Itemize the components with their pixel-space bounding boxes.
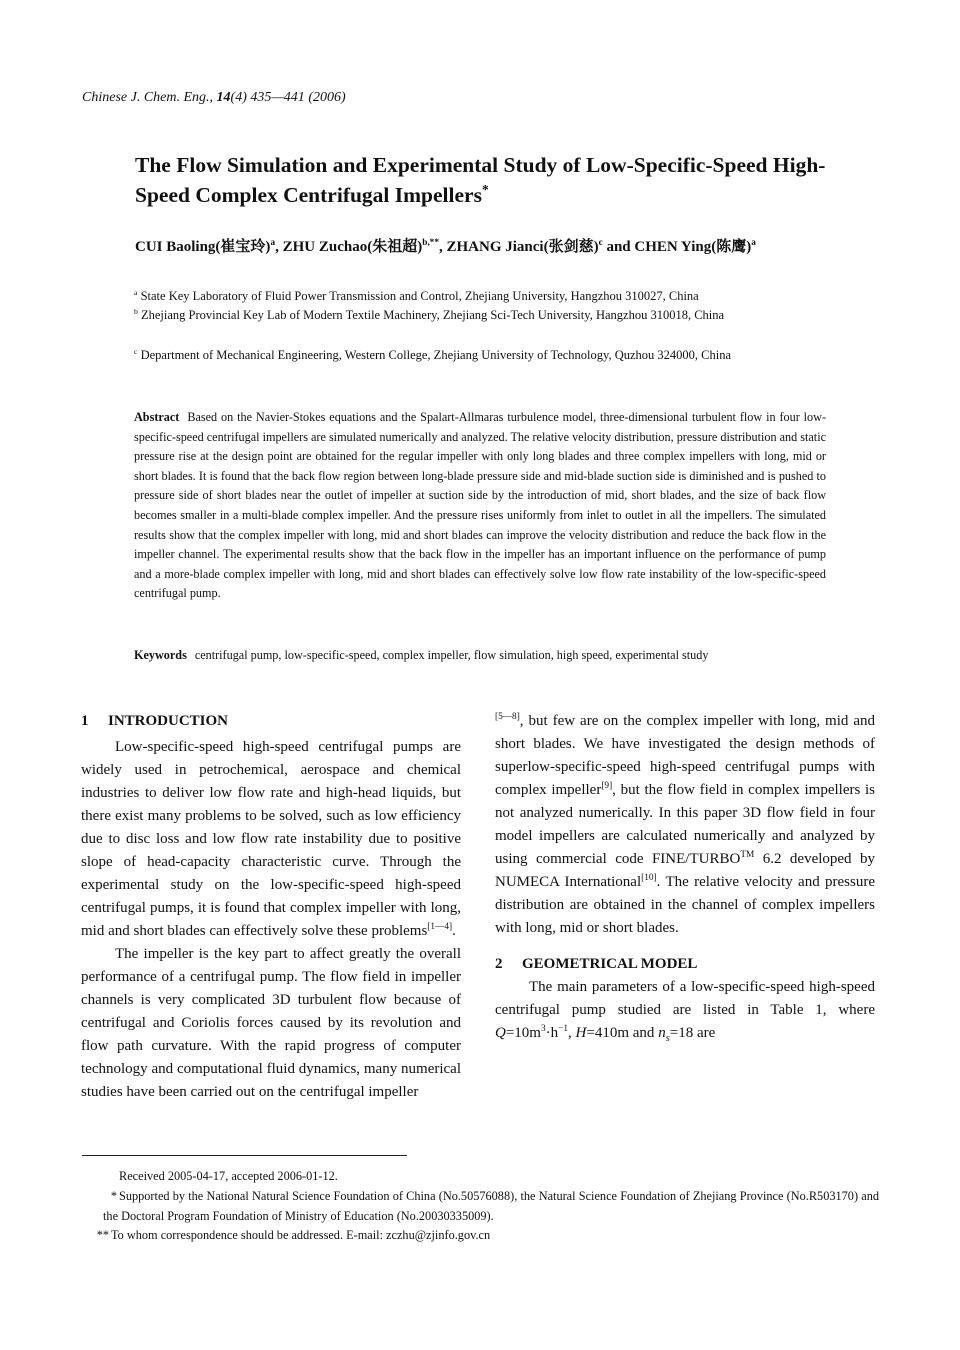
author-separator: and <box>602 239 635 255</box>
affiliation <box>134 345 826 365</box>
subscript: s <box>665 1033 670 1044</box>
citation: [5—8] <box>495 712 520 722</box>
abstract <box>134 408 826 604</box>
footnote-mark: ** <box>96 1228 109 1242</box>
paragraph <box>81 943 461 1104</box>
affiliation <box>134 286 826 306</box>
keywords <box>134 646 826 666</box>
paragraph-text: 6.2 developed by NUMECA International <box>495 851 876 890</box>
paragraph-text: ·h <box>545 1025 559 1041</box>
footnote-text: To whom correspondence should be addressed. E-mail: zczhu@zjinfo.gov.cn <box>111 1228 491 1242</box>
exponent: −1 <box>558 1024 569 1034</box>
author-list <box>135 236 835 259</box>
footnote-correspondence <box>95 1225 875 1245</box>
paragraph-continued <box>495 710 875 940</box>
paragraph <box>81 736 461 943</box>
paragraph-text: =410m and <box>586 1025 659 1041</box>
trademark-mark: TM <box>740 850 755 860</box>
journal-issue: (4) <box>230 90 247 105</box>
author-separator: , <box>438 239 447 255</box>
author-affiliation-mark: c <box>598 238 603 248</box>
section-heading <box>81 710 461 733</box>
paragraph-text: =18 are <box>669 1025 716 1041</box>
paragraph-text: Low-specific-speed high-speed centrifugal pumps are widely used in petrochemical, aerospace and chemical industries to deliver low flow rate and high-head liquids, but there exist many problems to be solved, such as low efficiency due to disc loss and low flow rate instability due to positive slope of head-capacity characteristic curve. Through the experimental study on the low-specific-speed high-speed centrifugal pumps, it is found that complex impeller with long, mid and short blades can effectively solve these problems <box>81 739 461 939</box>
abstract-text: Based on the Navier-Stokes equations and the Spalart-Allmaras turbulence model, three-dimensional turbulent flow in four low-specific-speed centrifugal impellers are simulated numerically and analyzed. The relative velocity distribution, pressure distribution and static pressure rise at the design point are obtained for the regular impeller with only long blades and three complex impellers with long, mid or short blades. It is found that the back flow region between long-blade pressure side and mid-blade suction side is diminished and is pushed to pressure side of short blades near the outlet of impeller at suction side by the introduction of mid, short blades, and the size of back flow becomes smaller in a multi-blade complex impeller. And the pressure rises uniformly from inlet to outlet in all the impellers. The simulated results show that the complex impeller with long, mid and short blades can improve the velocity distribution and reduce the back flow in the impeller channel. The experimental results show that the back flow in the impeller has an important influence on the performance of pump and a more-blade complex impeller with long, mid and short blades can effectively solve low flow rate instability of the low-specific-speed centrifugal pump. <box>134 410 826 601</box>
journal-volume: 14 <box>216 90 231 105</box>
journal-header: Chinese J. Chem. Eng., 14(4) 435—441 (2006) <box>82 90 346 105</box>
author-name: CUI Baoling(崔宝玲) <box>135 239 271 255</box>
variable-n: n <box>658 1025 666 1041</box>
paragraph-text: , but few are on the complex impeller with long, mid and short blades. We have investigated the design methods of superlow-specific-speed high-speed centrifugal pumps with complex impeller <box>495 713 875 798</box>
affiliation-text: Zhejiang Provincial Key Lab of Modern Textile Machinery, Zhejiang Sci-Tech University, Hangzhou 310018, China <box>141 308 725 322</box>
paragraph-text: , but the flow field in complex impellers is not analyzed numerically. In this paper 3D flow field in four model impellers are calculated numerically and analyzed by using commercial code FINE/TURBO <box>495 782 875 867</box>
author-name: CHEN Ying(陈鹰) <box>634 239 752 255</box>
exponent: 3 <box>540 1024 546 1034</box>
paragraph-text: , <box>568 1025 576 1041</box>
section-gap <box>495 940 875 953</box>
paragraph-end: . <box>452 923 456 939</box>
author-affiliation-mark: a <box>751 238 756 248</box>
paragraph <box>495 976 875 1045</box>
citation: [10] <box>641 873 657 883</box>
footnote-mark: * <box>110 1189 117 1203</box>
journal-name: Chinese J. Chem. Eng. <box>82 90 210 105</box>
citation: [1—4] <box>427 922 453 932</box>
affiliation-text: Department of Mechanical Engineering, Western College, Zhejiang University of Technology, Quzhou 324000, China <box>140 348 732 362</box>
footnote-support <box>103 1186 879 1226</box>
affiliation-mark: c <box>134 346 138 356</box>
paragraph-text: . The relative velocity and pressure distribution are obtained in the channel of complex impellers with long, mid or short blades. <box>495 874 875 936</box>
citation: [9] <box>601 781 613 791</box>
affiliation-mark: b <box>134 306 138 316</box>
affiliation-text: State Key Laboratory of Fluid Power Transmission and Control, Zhejiang University, Hangzhou 310027, China <box>140 289 699 303</box>
paragraph-text: The main parameters of a low-specific-speed high-speed centrifugal pump studied are listed in Table 1, where <box>495 979 875 1018</box>
section-title: GEOMETRICAL MODEL <box>522 956 698 972</box>
footnote-rule <box>82 1155 407 1156</box>
section-title: INTRODUCTION <box>108 713 229 729</box>
body-right-column <box>495 710 875 1045</box>
paragraph-text: The impeller is the key part to affect greatly the overall performance of a centrifugal pump. The flow field in impeller channels is very complicated 3D turbulent flow because of centrifugal and Coriolis forces caused by its revolution and flow path curvature. With the rapid progress of computer technology and computational fluid dynamics, many numerical studies have been carried out on the centrifugal impeller <box>81 946 461 1100</box>
author-name: ZHU Zuchao(朱祖超) <box>282 239 423 255</box>
footnote-received: Received 2005-04-17, accepted 2006-01-12. <box>119 1169 338 1183</box>
abstract-label: Abstract <box>134 410 180 424</box>
journal-year: (2006) <box>308 90 346 105</box>
section-number: 2 <box>495 956 503 972</box>
variable-q: Q <box>495 1025 506 1041</box>
paragraph-text: =10m <box>505 1025 541 1041</box>
author-affiliation-mark: a <box>270 238 276 248</box>
variable-h: H <box>575 1025 587 1041</box>
footnote-text: Supported by the National Natural Science Foundation of China (No.50576088), the Natural Science Foundation of Zhejiang Province (No.R503170) and the Doctoral Program Foundation of Ministry of Education (No.20030335009). <box>103 1189 879 1223</box>
paper-title <box>135 150 835 210</box>
affiliation <box>134 305 826 325</box>
paper-title-text: The Flow Simulation and Experimental Study of Low-Specific-Speed High-Speed Complex Centrifugal Impellers <box>135 153 826 207</box>
title-footnote-mark: * <box>481 181 489 197</box>
keywords-label: Keywords <box>134 648 187 662</box>
author-affiliation-mark: b,** <box>422 238 439 248</box>
author-separator: , <box>275 239 283 255</box>
journal-pages: 435—441 <box>250 90 305 105</box>
affiliation-mark: a <box>134 287 138 297</box>
author-name: ZHANG Jianci(张剑慈) <box>446 239 599 255</box>
keywords-text: centrifugal pump, low-specific-speed, complex impeller, flow simulation, high speed, experimental study <box>194 648 709 662</box>
section-number: 1 <box>81 713 89 729</box>
body-left-column <box>81 710 461 1104</box>
section-heading <box>495 953 875 976</box>
